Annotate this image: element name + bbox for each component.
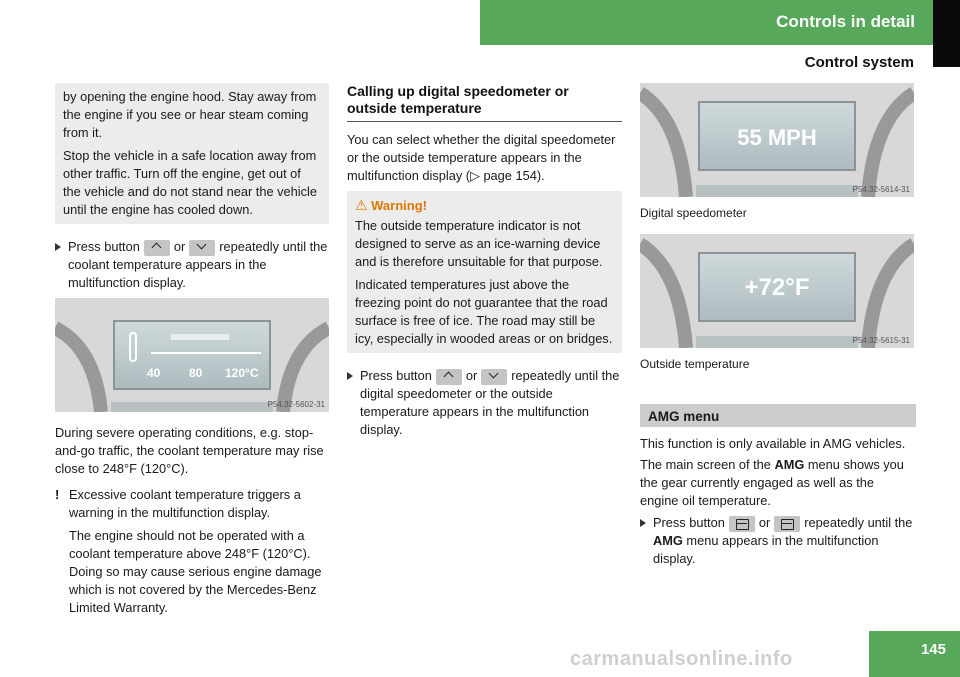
- instruction-step: Press button or repeatedly until the AMG menu appears in the multifunction display.: [640, 514, 916, 568]
- page-number: 145: [869, 631, 960, 677]
- figure-caption: Outside temperature: [640, 357, 750, 371]
- arrow-up-button-icon: [144, 240, 170, 256]
- step-arrow-icon: [640, 519, 646, 527]
- warning-box: [347, 191, 622, 353]
- scale-tick-label: 80: [189, 366, 203, 380]
- column-2: [347, 83, 622, 439]
- coolant-screen: [113, 320, 271, 390]
- speed-readout: 55 MPH: [737, 125, 817, 150]
- column-1: [55, 83, 329, 292]
- warning-paragraph: Indicated temperatures just above the freezing point do not guarantee that the road surface is free of ice. The road may still be icy, especially in wooded areas or on bridges.: [355, 277, 613, 346]
- column-1-lower: [55, 424, 331, 617]
- chapter-title: Controls in detail: [776, 12, 915, 31]
- body-paragraph: You can select whether the digital speedometer or the outside temperature appears in the multifunction display (▷ page 154).: [347, 132, 616, 183]
- figure-code: P54.32-5615-31: [852, 336, 910, 345]
- scale-tick-label: 120°C: [225, 366, 259, 380]
- caution-note: [55, 486, 331, 617]
- instruction-step: Press button or repeatedly until the coolant temperature appears in the multifunction display.: [55, 238, 329, 292]
- arrow-down-button-icon: [481, 369, 507, 385]
- temp-screen: [698, 252, 856, 322]
- body-paragraph: During severe operating conditions, e.g. stop-and-go traffic, the coolant temperature may rise close to 248°F (120°C).: [55, 425, 324, 476]
- note-paragraph: The engine should not be operated with a coolant temperature above 248°F (120°C). Doing so may cause serious engine damage which is not covered by the Mercedes-Benz Limited Warranty.: [69, 528, 322, 615]
- scale-tick-label: 40: [147, 366, 161, 380]
- temp-readout: +72°F: [744, 274, 810, 301]
- section-heading: Calling up digital speedometer or outside temperature: [347, 83, 569, 116]
- note-paragraph: Excessive coolant temperature triggers a warning in the multifunction display.: [69, 487, 301, 520]
- page-forward-button-icon: [729, 516, 755, 532]
- warning-paragraph: The outside temperature indicator is not designed to serve as an ice-warning device and is therefore unsuitable for that purpose.: [355, 218, 603, 269]
- temp-scale: [151, 352, 261, 354]
- body-paragraph: This function is only available in AMG vehicles.: [640, 436, 906, 451]
- instruction-step: Press button or repeatedly until the digital speedometer or the outside temperature appears in the multifunction display.: [347, 367, 622, 439]
- arrow-down-button-icon: [189, 240, 215, 256]
- warning-triangle-icon: ⚠: [355, 197, 368, 213]
- box-paragraph: Stop the vehicle in a safe location away from other traffic. Turn off the engine, get out of the vehicle and do not stand near the vehicle until the engine has cooled down.: [63, 148, 317, 217]
- heading-rule: [347, 121, 622, 122]
- speed-screen: [698, 101, 856, 171]
- step-arrow-icon: [347, 372, 353, 380]
- figure-code: P54.32-5602-31: [267, 400, 325, 409]
- figure-caption: Digital speedometer: [640, 206, 747, 220]
- section-title: Control system: [804, 54, 914, 71]
- section-heading: AMG menu: [640, 404, 916, 427]
- lower-display-bar: [696, 336, 858, 348]
- lower-display-bar: [696, 185, 858, 197]
- warning-continuation-box: [55, 83, 329, 224]
- outside-temp-figure: [640, 234, 914, 348]
- lower-display-bar: [111, 402, 273, 412]
- body-paragraph: The main screen of the AMG menu shows you the gear currently engaged as well as the engine oil temperature.: [640, 457, 904, 508]
- temp-bar: [171, 334, 229, 340]
- step-arrow-icon: [55, 243, 61, 251]
- watermark: carmanualsonline.info: [570, 648, 793, 670]
- box-paragraph: by opening the engine hood. Stay away from the engine if you see or hear steam coming from it.: [63, 89, 317, 140]
- warning-title: Warning!: [371, 198, 427, 213]
- chapter-tab: [933, 0, 960, 67]
- speedometer-figure: [640, 83, 914, 197]
- arrow-up-button-icon: [436, 369, 462, 385]
- chapter-banner: [480, 0, 933, 45]
- column-3-amg: [640, 404, 916, 568]
- page-back-button-icon: [774, 516, 800, 532]
- caution-icon: !: [55, 487, 60, 502]
- thermometer-icon: [129, 332, 137, 362]
- figure-code: P54.32-5614-31: [852, 185, 910, 194]
- coolant-display-figure: [55, 298, 329, 412]
